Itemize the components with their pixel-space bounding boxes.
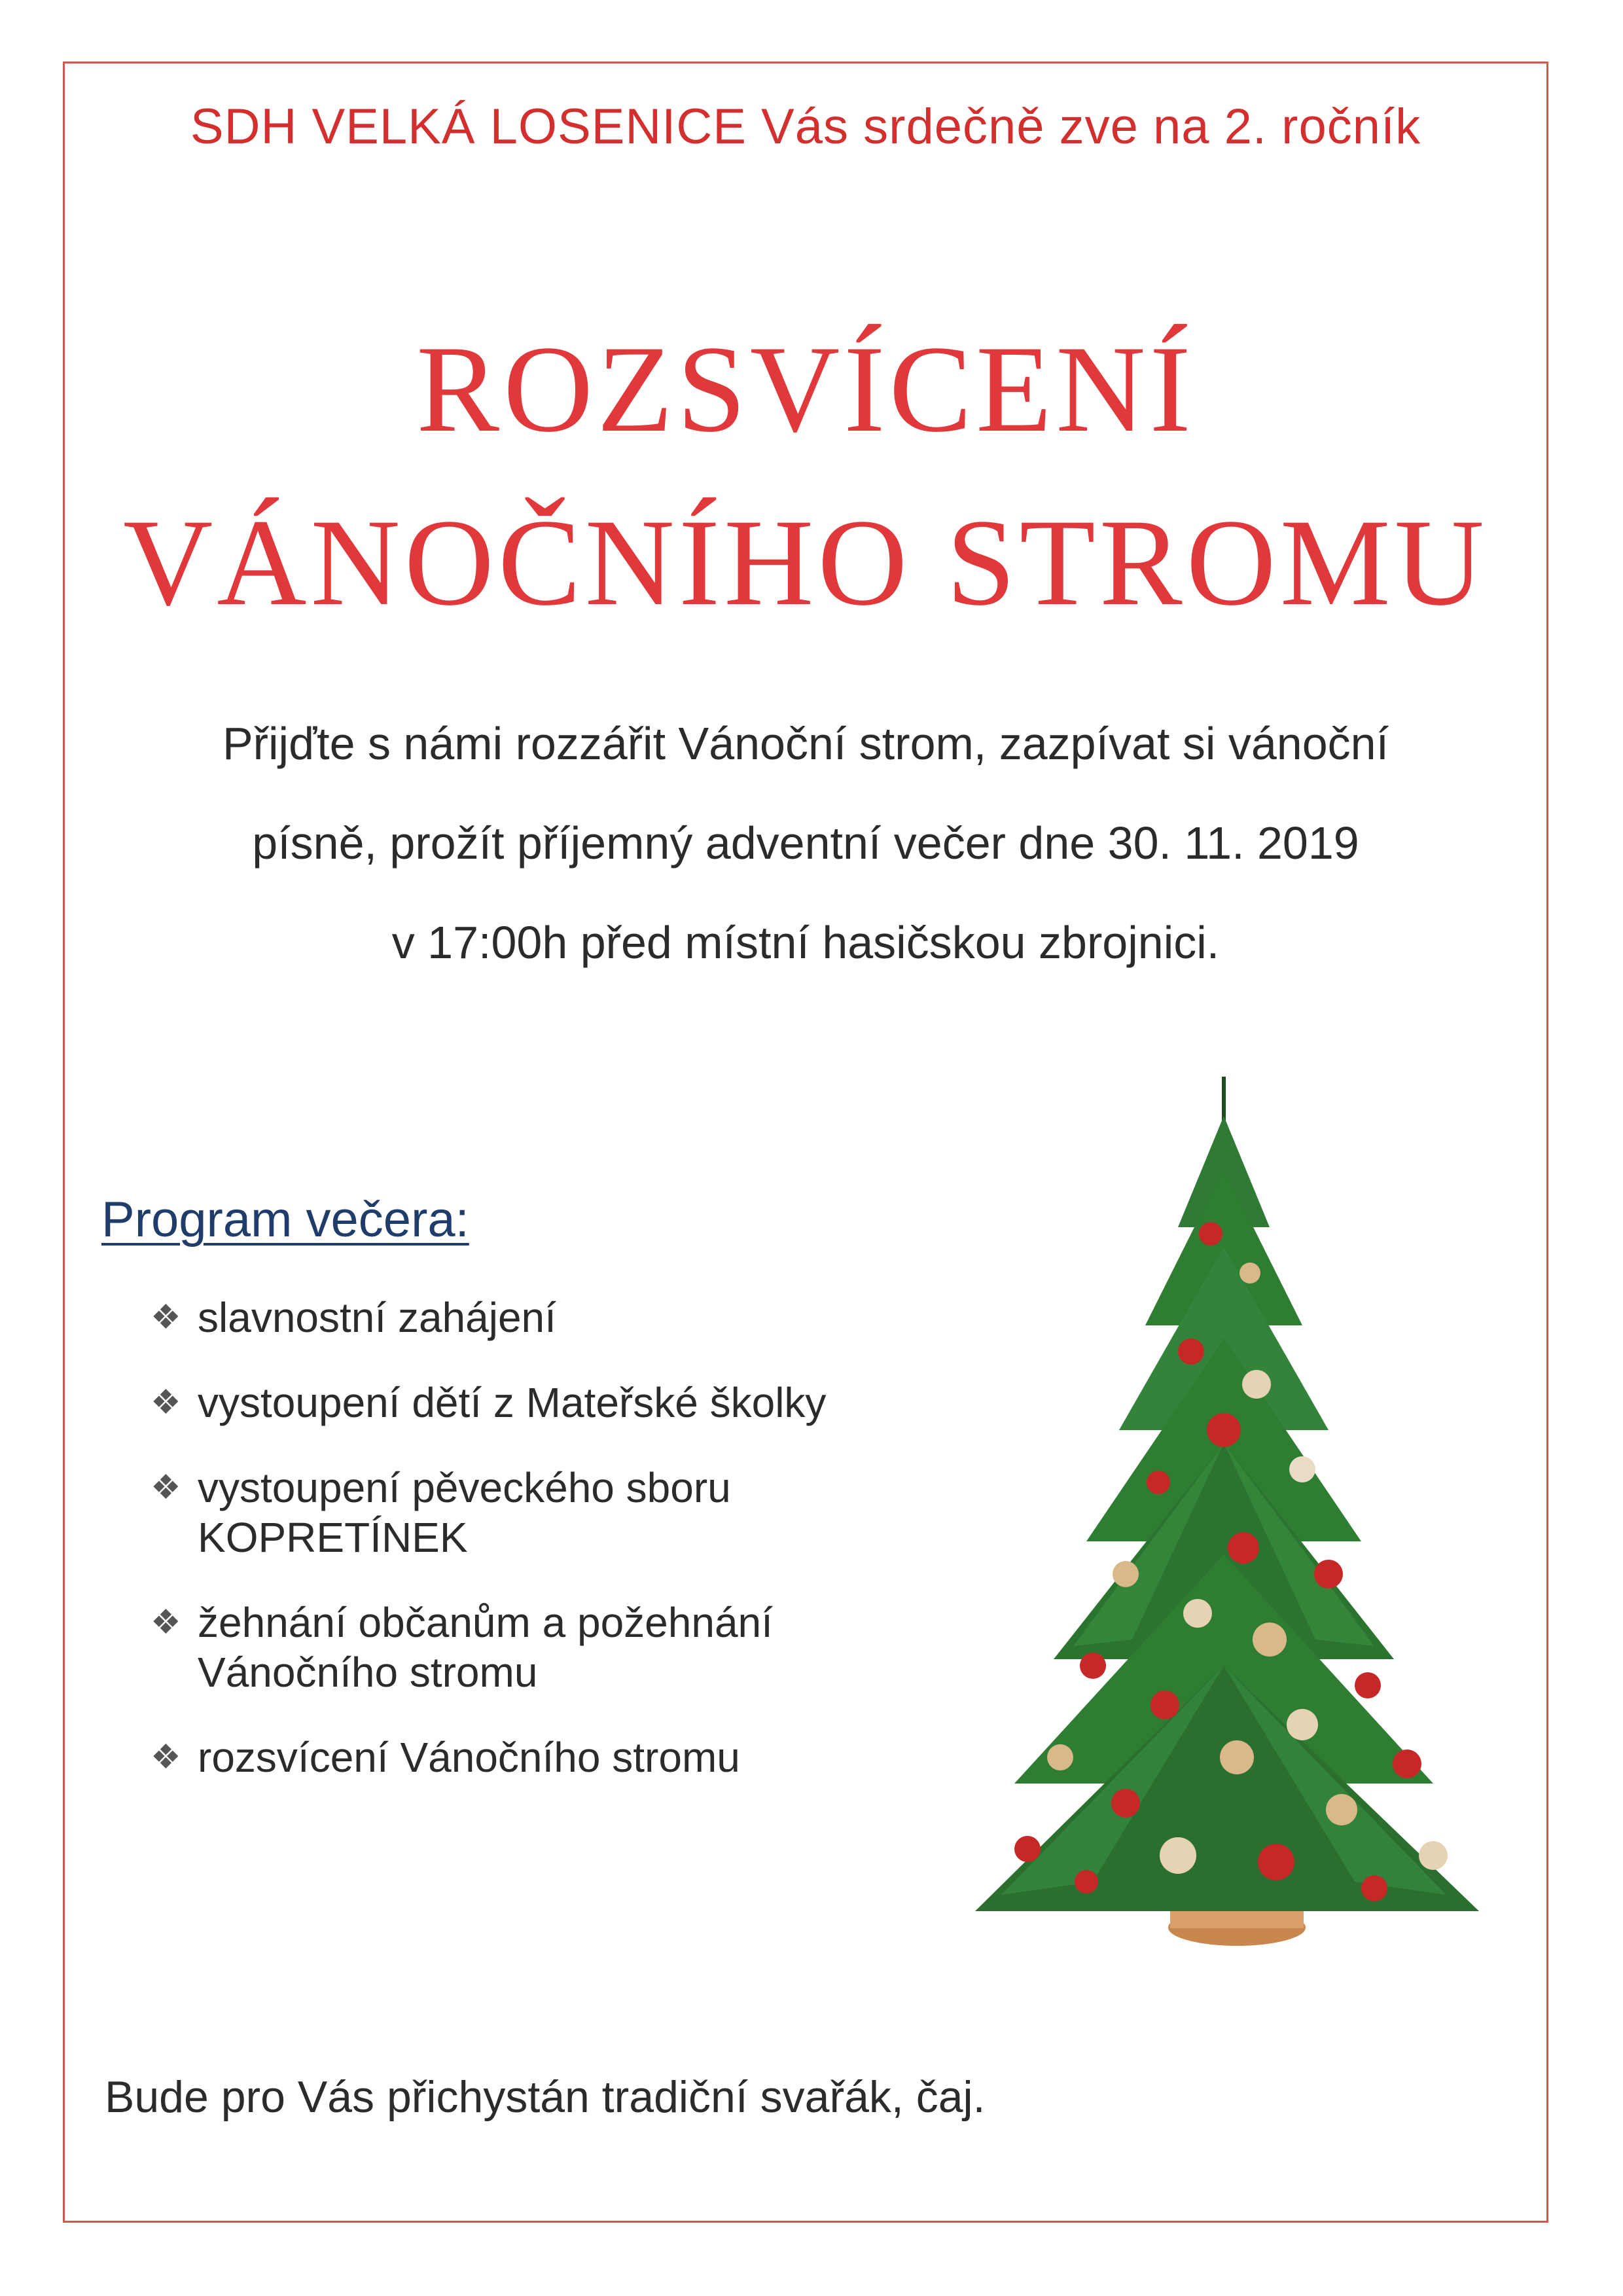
program-item <box>151 1463 826 1562</box>
intro-line-2: písně, prožít příjemný adventní večer dne 30. 11. 2019 <box>252 817 1359 869</box>
invite-line: SDH VELKÁ LOSENICE Vás srdečně zve na 2. ročník <box>190 99 1421 154</box>
program-item-text: žehnání občanům a požehnání <box>198 1599 773 1646</box>
title-line-1: ROZSVÍCENÍ <box>416 321 1195 458</box>
program-item <box>151 1598 826 1697</box>
program-item-text: rozsvícení Vánočního stromu <box>198 1734 740 1781</box>
program-item-text: slavnostní zahájení <box>198 1294 556 1341</box>
program-item-text-cont: Vánočního stromu <box>198 1649 538 1696</box>
diamond-bullet-icon: ❖ <box>151 1469 181 1507</box>
diamond-bullet-icon: ❖ <box>151 1384 181 1422</box>
program-list <box>151 1293 826 1818</box>
footer-text: Bude pro Vás přichystán tradiční svařák, čaj. <box>105 2072 986 2122</box>
diamond-bullet-icon: ❖ <box>151 1738 181 1776</box>
intro-text <box>63 694 1548 992</box>
christmas-tree-image <box>962 1077 1512 1960</box>
title-line-2: VÁNOČNÍHO STROMU <box>123 494 1488 632</box>
diamond-bullet-icon: ❖ <box>151 1604 181 1641</box>
program-heading: Program večera: <box>101 1192 469 1247</box>
intro-line-3: v 17:00h před místní hasičskou zbrojnici. <box>391 917 1220 968</box>
program-item-text: vystoupení pěveckého sboru <box>198 1464 731 1511</box>
program-item <box>151 1732 826 1782</box>
intro-line-1: Přijďte s námi rozzářit Vánoční strom, zazpívat si vánoční <box>222 718 1389 769</box>
program-item <box>151 1293 826 1342</box>
program-item-text-cont: KOPRETÍNEK <box>198 1514 468 1561</box>
diamond-bullet-icon: ❖ <box>151 1299 181 1336</box>
program-item <box>151 1378 826 1427</box>
program-item-text: vystoupení dětí z Mateřské školky <box>198 1379 827 1426</box>
